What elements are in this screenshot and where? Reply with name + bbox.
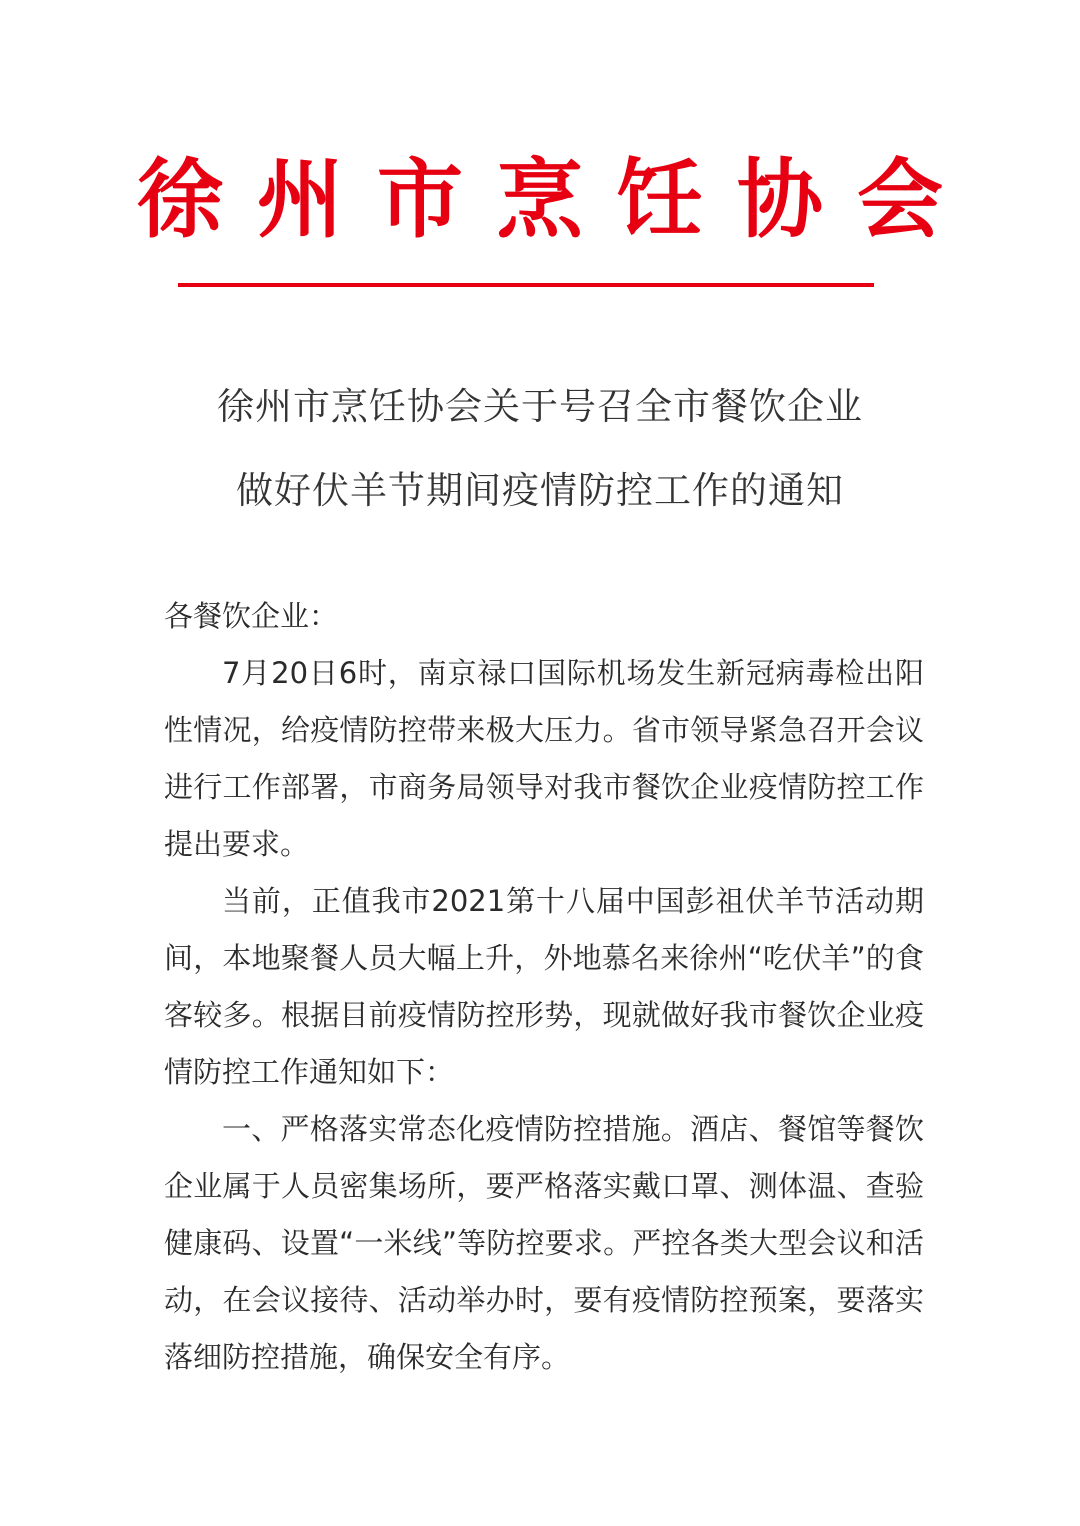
red-divider-line: [178, 283, 874, 287]
document-body: [164, 588, 924, 1386]
document-title-line-2: 做好伏羊节期间疫情防控工作的通知: [236, 469, 844, 512]
document-title-line-1: 徐州市烹饪协会关于号召全市餐饮企业: [217, 385, 863, 428]
paragraph-3: 一、严格落实常态化疫情防控措施。酒店、餐馆等餐饮企业属于人员密集场所，要严格落实戴口罩、测体温、查验健康码、设置“一米线”等防控要求。严控各类大型会议和活动，在会议接待、活动举办时，要有疫情防控预案，要落实落细防控措施，确保安全有序。: [164, 1112, 924, 1374]
organization-header: 徐州市烹饪协会: [137, 149, 977, 250]
paragraph-1: 7月20日6时，南京禄口国际机场发生新冠病毒检出阳性情况，给疫情防控带来极大压力。省市领导紧急召开会议进行工作部署，市商务局领导对我市餐饮企业疫情防控工作提出要求。: [164, 656, 924, 861]
paragraph-2: 当前，正值我市2021第十八届中国彭祖伏羊节活动期间，本地聚餐人员大幅上升，外地慕名来徐州“吃伏羊”的食客较多。根据目前疫情防控形势，现就做好我市餐饮企业疫情防控工作通知如下：: [164, 884, 924, 1089]
salutation: 各餐饮企业：: [164, 599, 339, 633]
